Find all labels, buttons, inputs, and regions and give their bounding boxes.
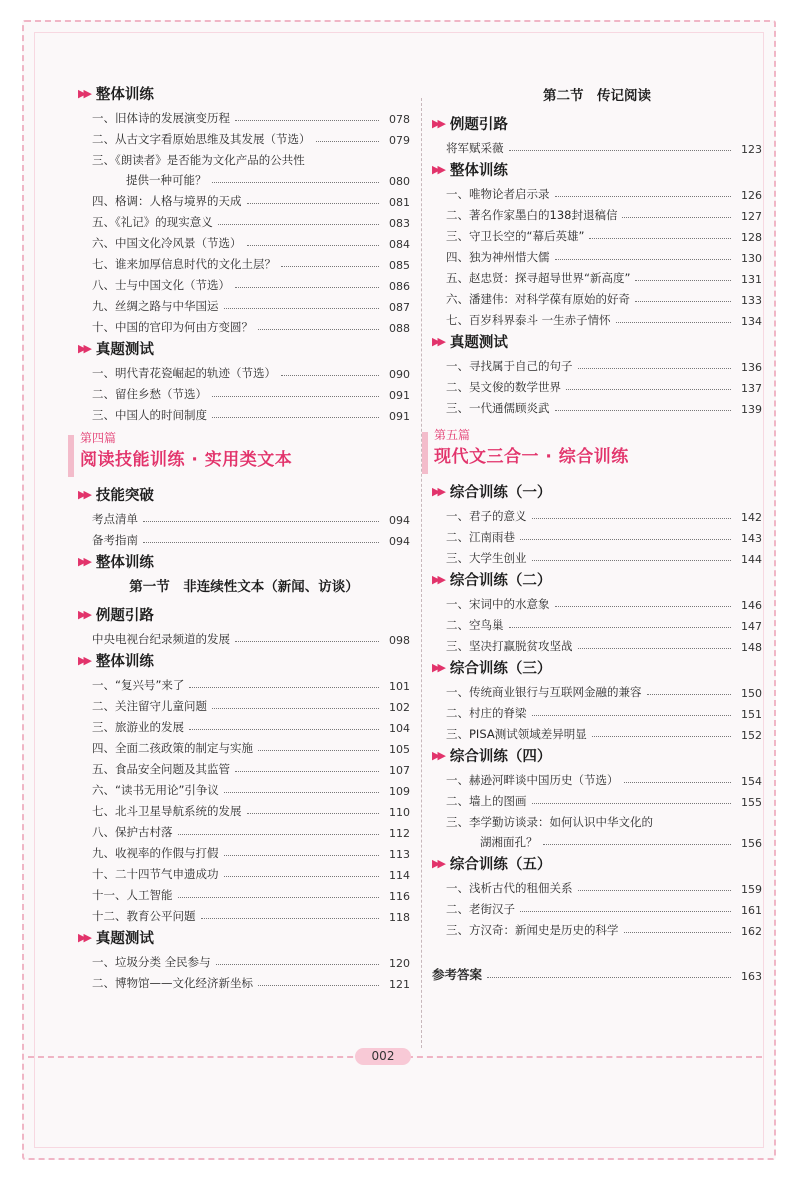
toc-entry[interactable] [432, 767, 762, 788]
toc-entry-title: 六、“读书无用论”引争议 [92, 783, 219, 797]
leader-dots [555, 410, 732, 411]
toc-entry-title: 二、吴文俊的数学世界 [446, 380, 561, 394]
toc-entry-page: 156 [741, 837, 762, 850]
toc-entry-page: 109 [389, 785, 410, 798]
leader-dots [235, 641, 379, 642]
toc-entry-page: 105 [389, 743, 410, 756]
section-heading: ▶▶ 综合训练（一） [432, 484, 552, 501]
leader-dots [247, 245, 380, 246]
toc-entry-title: 二、关注留守儿童问题 [92, 699, 207, 713]
toc-entry[interactable] [78, 105, 410, 126]
toc-entry-title: 中央电视台纪录频道的发展 [92, 632, 230, 646]
toc-entry[interactable] [432, 135, 762, 156]
toc-entry-page: 085 [389, 259, 410, 272]
leader-dots [212, 417, 379, 418]
leader-dots [143, 542, 379, 543]
toc-entry[interactable] [432, 353, 762, 374]
toc-list [78, 360, 410, 423]
leader-dots [247, 813, 380, 814]
leader-dots [178, 834, 380, 835]
part-label: 第四篇 [80, 431, 117, 445]
toc-entry-title: 二、著名作家墨白的138封退稿信 [446, 208, 618, 222]
leader-dots [235, 120, 379, 121]
toc-entry-page: 120 [389, 957, 410, 970]
toc-list [432, 591, 762, 654]
toc-entry-title: 六、潘建伟：对科学葆有原始的好奇 [446, 292, 630, 306]
toc-entry-continuation[interactable] [432, 830, 762, 850]
leader-dots [201, 918, 380, 919]
leader-dots [592, 736, 731, 737]
toc-entry-page: 113 [389, 848, 410, 861]
toc-entry[interactable] [78, 527, 410, 548]
section-title: 第一节 非连续性文本（新闻、访谈） [129, 579, 359, 595]
toc-entry-title: 一、寻找属于自己的句子 [446, 359, 573, 373]
toc-entry-page: 161 [741, 904, 762, 917]
double-arrow-icon: ▶▶ [432, 572, 443, 586]
leader-dots [258, 985, 379, 986]
double-arrow-icon: ▶▶ [78, 554, 89, 568]
toc-entry-page: 086 [389, 280, 410, 293]
toc-entry[interactable] [78, 672, 410, 693]
toc-entry-page: 110 [389, 806, 410, 819]
toc-entry[interactable] [432, 181, 762, 202]
toc-entry-title: 三、《朗读者》是否能为文化产品的公共性 [92, 153, 305, 167]
toc-entry-page: 136 [741, 361, 762, 374]
toc-entry-title: 七、百岁科界泰斗 一生赤子情怀 [446, 313, 611, 327]
toc-entry[interactable] [432, 503, 762, 524]
toc-entry-title: 三、PISA测试领域差异明显 [446, 727, 587, 741]
leader-dots [509, 627, 732, 628]
leader-dots [566, 389, 731, 390]
toc-entry-page: 159 [741, 883, 762, 896]
section-title: 第二节 传记阅读 [543, 88, 651, 104]
section-heading: ▶▶ 综合训练（三） [432, 660, 552, 677]
toc-entry-page: 112 [389, 827, 410, 840]
toc-entry-page: 094 [389, 514, 410, 527]
leader-dots [212, 182, 380, 183]
double-arrow-icon: ▶▶ [78, 487, 89, 501]
toc-entry-title: 一、旧体诗的发展演变历程 [92, 111, 230, 125]
toc-entry-page: 090 [389, 368, 410, 381]
toc-entry[interactable] [78, 402, 410, 423]
toc-list [78, 672, 410, 924]
toc-entry[interactable] [78, 756, 410, 777]
leader-dots [509, 150, 732, 151]
leader-dots [218, 224, 379, 225]
double-arrow-icon: ▶▶ [78, 930, 89, 944]
toc-entry-page: 101 [389, 680, 410, 693]
toc-entry[interactable] [78, 819, 410, 840]
toc-entry[interactable] [78, 861, 410, 882]
part-header [432, 426, 762, 478]
toc-list [432, 181, 762, 328]
toc-entry[interactable] [432, 244, 762, 265]
part-bar [422, 432, 428, 474]
toc-entry[interactable] [78, 882, 410, 903]
toc-entry-page: 155 [741, 796, 762, 809]
toc-entry-page: 091 [389, 389, 410, 402]
toc-entry-title: 备考指南 [92, 533, 138, 547]
leader-dots [316, 141, 380, 142]
toc-entry-page: 114 [389, 869, 410, 882]
toc-entry-page: 152 [741, 729, 762, 742]
toc-entry-title: 七、谁来加厚信息时代的文化土层？ [92, 257, 276, 271]
toc-list [432, 135, 762, 156]
toc-entry-page: 128 [741, 231, 762, 244]
toc-entry[interactable] [432, 307, 762, 328]
leader-dots [520, 911, 731, 912]
toc-list [78, 626, 410, 647]
toc-entry-page: 151 [741, 708, 762, 721]
leader-dots [624, 932, 732, 933]
toc-entry-title: 一、君子的意义 [446, 509, 527, 523]
toc-entry-title: 一、唯物论者启示录 [446, 187, 550, 201]
toc-entry-page: 133 [741, 294, 762, 307]
leader-dots [635, 301, 731, 302]
toc-right-column [432, 80, 762, 983]
toc-left-column [78, 80, 410, 991]
toc-entry-title: 三、旅游业的发展 [92, 720, 184, 734]
leader-dots [224, 855, 380, 856]
leader-dots [543, 844, 732, 845]
toc-list [78, 506, 410, 548]
toc-entry-page: 091 [389, 410, 410, 423]
double-arrow-icon: ▶▶ [78, 86, 89, 100]
part-title: 现代文三合一 · 综合训练 [434, 447, 629, 467]
toc-entry-title: 将军赋采薇 [446, 141, 504, 155]
toc-entry-title: 考点清单 [92, 512, 138, 526]
toc-entry[interactable] [78, 626, 410, 647]
toc-entry-page: 123 [741, 143, 762, 156]
toc-entry-page: 146 [741, 599, 762, 612]
toc-entry[interactable] [78, 126, 410, 147]
toc-entry-page: 084 [389, 238, 410, 251]
toc-entry[interactable] [432, 265, 762, 286]
section-heading: ▶▶ 整体训练 [432, 162, 508, 179]
page-number-badge: 002 [355, 1048, 411, 1065]
toc-entry-page: 118 [389, 911, 410, 924]
leader-dots [224, 308, 380, 309]
toc-entry[interactable] [78, 381, 410, 402]
toc-entry-title: 二、博物馆——文化经济新坐标 [92, 976, 253, 990]
section-heading: ▶▶ 综合训练（五） [432, 856, 552, 873]
toc-entry-continuation[interactable] [78, 168, 410, 188]
leader-dots [532, 518, 732, 519]
toc-entry-page: 079 [389, 134, 410, 147]
toc-entry-title: 三、李学勤访谈录：如何认识中华文化的 [446, 815, 653, 829]
toc-entry-title: 九、收视率的作假与打假 [92, 846, 219, 860]
section-heading: ▶▶ 整体训练 [78, 653, 154, 670]
double-arrow-icon: ▶▶ [78, 653, 89, 667]
toc-entry[interactable] [78, 693, 410, 714]
section-heading: ▶▶ 技能突破 [78, 487, 154, 504]
toc-entry-page: 163 [741, 970, 762, 983]
leader-dots [235, 771, 379, 772]
toc-entry-title-line2: 提供一种可能？ [126, 173, 207, 187]
toc-entry-page: 154 [741, 775, 762, 788]
toc-entry[interactable] [78, 360, 410, 381]
toc-entry-title: 十一、人工智能 [92, 888, 173, 902]
part-bar [68, 435, 74, 477]
toc-entry-title: 四、全面二孩政策的制定与实施 [92, 741, 253, 755]
toc-entry-page: 127 [741, 210, 762, 223]
toc-entry-title: 一、传统商业银行与互联网金融的兼容 [446, 685, 642, 699]
toc-entry-page: 083 [389, 217, 410, 230]
toc-entry[interactable] [78, 147, 410, 168]
leader-dots [578, 368, 732, 369]
toc-entry-title: 二、留住乡愁（节选） [92, 387, 207, 401]
toc-entry-title: 二、江南雨巷 [446, 530, 515, 544]
toc-entry-title: 参考答案 [432, 967, 483, 982]
toc-entry-page: 102 [389, 701, 410, 714]
part-header [78, 429, 410, 481]
toc-entry[interactable] [78, 272, 410, 293]
toc-entry[interactable] [432, 545, 762, 566]
section-heading: ▶▶ 真题测试 [432, 334, 508, 351]
toc-entry-page: 121 [389, 978, 410, 991]
leader-dots [235, 287, 379, 288]
toc-entry[interactable] [432, 202, 762, 223]
toc-entry-page: 131 [741, 273, 762, 286]
toc-entry[interactable] [78, 798, 410, 819]
leader-dots [532, 715, 732, 716]
toc-entry-title: 一、赫逊河畔谈中国历史（节选） [446, 773, 619, 787]
leader-dots [143, 521, 379, 522]
part-title: 阅读技能训练 · 实用类文本 [80, 450, 293, 470]
leader-dots [555, 196, 732, 197]
toc-entry[interactable] [78, 970, 410, 991]
leader-dots [258, 750, 379, 751]
toc-entry-title: 二、空鸟巢 [446, 618, 504, 632]
leader-dots [520, 539, 731, 540]
toc-entry-title: 五、食品安全问题及其监管 [92, 762, 230, 776]
toc-entry-title: 一、“复兴号”来了 [92, 678, 185, 692]
toc-entry[interactable] [432, 721, 762, 742]
toc-list [432, 503, 762, 566]
section-heading: ▶▶ 真题测试 [78, 930, 154, 947]
part-label: 第五篇 [434, 428, 471, 442]
toc-entry[interactable] [432, 223, 762, 244]
leader-dots [258, 329, 379, 330]
leader-dots [212, 708, 379, 709]
section-heading: ▶▶ 真题测试 [78, 341, 154, 358]
toc-entry-title: 三、方汉奇：新闻史是历史的科学 [446, 923, 619, 937]
toc-entry-page: 162 [741, 925, 762, 938]
toc-entry-page: 147 [741, 620, 762, 633]
toc-entry-title: 一、宋词中的水意象 [446, 597, 550, 611]
double-arrow-icon: ▶▶ [432, 856, 443, 870]
toc-entry[interactable] [78, 777, 410, 798]
toc-entry[interactable] [78, 735, 410, 756]
leader-dots [224, 792, 379, 793]
toc-list [432, 353, 762, 416]
toc-entry-page: 116 [389, 890, 410, 903]
toc-entry[interactable] [78, 840, 410, 861]
answers-entry[interactable] [432, 962, 762, 983]
toc-entry-page: 139 [741, 403, 762, 416]
toc-entry[interactable] [432, 679, 762, 700]
toc-entry[interactable] [432, 395, 762, 416]
leader-dots [224, 876, 380, 877]
toc-entry-page: 144 [741, 553, 762, 566]
leader-dots [247, 203, 380, 204]
section-heading: ▶▶ 例题引路 [78, 607, 154, 624]
leader-dots [281, 375, 379, 376]
toc-entry-page: 081 [389, 196, 410, 209]
toc-entry-page: 134 [741, 315, 762, 328]
double-arrow-icon: ▶▶ [78, 341, 89, 355]
toc-entry[interactable] [78, 903, 410, 924]
double-arrow-icon: ▶▶ [432, 484, 443, 498]
toc-entry[interactable] [432, 896, 762, 917]
section-heading: ▶▶ 综合训练（二） [432, 572, 552, 589]
toc-entry-title: 八、保护古村落 [92, 825, 173, 839]
toc-entry-title: 七、北斗卫星导航系统的发展 [92, 804, 242, 818]
toc-entry[interactable] [78, 314, 410, 335]
leader-dots [624, 782, 732, 783]
toc-entry[interactable] [432, 374, 762, 395]
toc-entry[interactable] [432, 809, 762, 830]
toc-entry[interactable] [78, 230, 410, 251]
toc-entry-title: 一、明代青花瓷崛起的轨迹（节选） [92, 366, 276, 380]
toc-entry-page: 150 [741, 687, 762, 700]
leader-dots [216, 964, 379, 965]
toc-list [78, 105, 410, 335]
toc-entry-page: 104 [389, 722, 410, 735]
toc-entry-page: 088 [389, 322, 410, 335]
double-arrow-icon: ▶▶ [78, 607, 89, 621]
toc-entry[interactable] [432, 700, 762, 721]
toc-entry[interactable] [78, 949, 410, 970]
leader-dots [622, 217, 731, 218]
section-heading: ▶▶ 整体训练 [78, 86, 154, 103]
section-heading: ▶▶ 例题引路 [432, 116, 508, 133]
toc-entry-title: 四、格调：人格与境界的天成 [92, 194, 242, 208]
toc-entry-title: 二、村庄的脊梁 [446, 706, 527, 720]
leader-dots [589, 238, 731, 239]
leader-dots [189, 729, 379, 730]
toc-entry[interactable] [432, 875, 762, 896]
toc-entry[interactable] [78, 188, 410, 209]
toc-entry[interactable] [78, 293, 410, 314]
toc-entry-page: 130 [741, 252, 762, 265]
toc-entry-title: 十二、教育公平问题 [92, 909, 196, 923]
toc-entry-title: 九、丝绸之路与中华国运 [92, 299, 219, 313]
toc-entry[interactable] [78, 714, 410, 735]
toc-entry-title: 十、二十四节气申遗成功 [92, 867, 219, 881]
double-arrow-icon: ▶▶ [432, 748, 443, 762]
toc-entry-title: 三、一代通儒顾炎武 [446, 401, 550, 415]
toc-list [432, 767, 762, 850]
toc-entry-title: 五、《礼记》的现实意义 [92, 215, 213, 229]
toc-entry-title: 二、从古文字看原始思维及其发展（节选） [92, 132, 311, 146]
leader-dots [487, 977, 731, 978]
toc-entry-title: 十、中国的官印为何由方变圆？ [92, 320, 253, 334]
toc-entry-title: 三、坚决打赢脱贫攻坚战 [446, 639, 573, 653]
toc-entry-title: 四、独为神州惜大儒 [446, 250, 550, 264]
leader-dots [635, 280, 731, 281]
double-arrow-icon: ▶▶ [432, 116, 443, 130]
toc-entry-page: 126 [741, 189, 762, 202]
toc-entry[interactable] [432, 286, 762, 307]
toc-entry-page: 148 [741, 641, 762, 654]
toc-entry-page: 098 [389, 634, 410, 647]
leader-dots [532, 803, 732, 804]
toc-entry-page: 143 [741, 532, 762, 545]
leader-dots [555, 259, 732, 260]
toc-entry-title: 三、中国人的时间制度 [92, 408, 207, 422]
toc-entry-title: 三、守卫长空的“幕后英雄” [446, 229, 585, 243]
leader-dots [189, 687, 379, 688]
toc-entry-page: 137 [741, 382, 762, 395]
column-divider [421, 98, 422, 1048]
toc-entry-title: 五、赵忠贤：探寻超导世界“新高度” [446, 271, 631, 285]
toc-entry[interactable] [432, 633, 762, 654]
leader-dots [212, 396, 379, 397]
leader-dots [578, 890, 732, 891]
toc-entry-title: 一、垃圾分类 全民参与 [92, 955, 211, 969]
double-arrow-icon: ▶▶ [432, 162, 443, 176]
toc-entry[interactable] [432, 788, 762, 809]
toc-entry[interactable] [432, 917, 762, 938]
toc-entry-title: 二、墙上的图画 [446, 794, 527, 808]
toc-list [432, 875, 762, 938]
toc-entry-title: 一、浅析古代的租佃关系 [446, 881, 573, 895]
toc-entry[interactable] [432, 524, 762, 545]
toc-entry-page: 142 [741, 511, 762, 524]
leader-dots [647, 694, 732, 695]
toc-entry-page: 094 [389, 535, 410, 548]
toc-list [78, 949, 410, 991]
toc-entry-title: 三、大学生创业 [446, 551, 527, 565]
section-heading: ▶▶ 整体训练 [78, 554, 154, 571]
toc-entry[interactable] [78, 209, 410, 230]
toc-entry-title: 二、老街汉子 [446, 902, 515, 916]
toc-entry-page: 080 [389, 175, 410, 188]
leader-dots [532, 560, 732, 561]
toc-entry[interactable] [432, 612, 762, 633]
leader-dots [616, 322, 731, 323]
double-arrow-icon: ▶▶ [432, 660, 443, 674]
toc-entry-page: 107 [389, 764, 410, 777]
leader-dots [281, 266, 379, 267]
toc-entry[interactable] [78, 506, 410, 527]
leader-dots [178, 897, 380, 898]
toc-entry-title: 八、士与中国文化（节选） [92, 278, 230, 292]
leader-dots [555, 606, 732, 607]
toc-entry-title: 六、中国文化冷风景（节选） [92, 236, 242, 250]
toc-list [432, 679, 762, 742]
toc-entry[interactable] [78, 251, 410, 272]
section-heading: ▶▶ 综合训练（四） [432, 748, 552, 765]
toc-entry-page: 087 [389, 301, 410, 314]
toc-entry[interactable] [432, 591, 762, 612]
leader-dots [578, 648, 732, 649]
toc-entry-page: 078 [389, 113, 410, 126]
double-arrow-icon: ▶▶ [432, 334, 443, 348]
toc-entry-title-line2: 湖湘面孔？ [480, 835, 538, 849]
